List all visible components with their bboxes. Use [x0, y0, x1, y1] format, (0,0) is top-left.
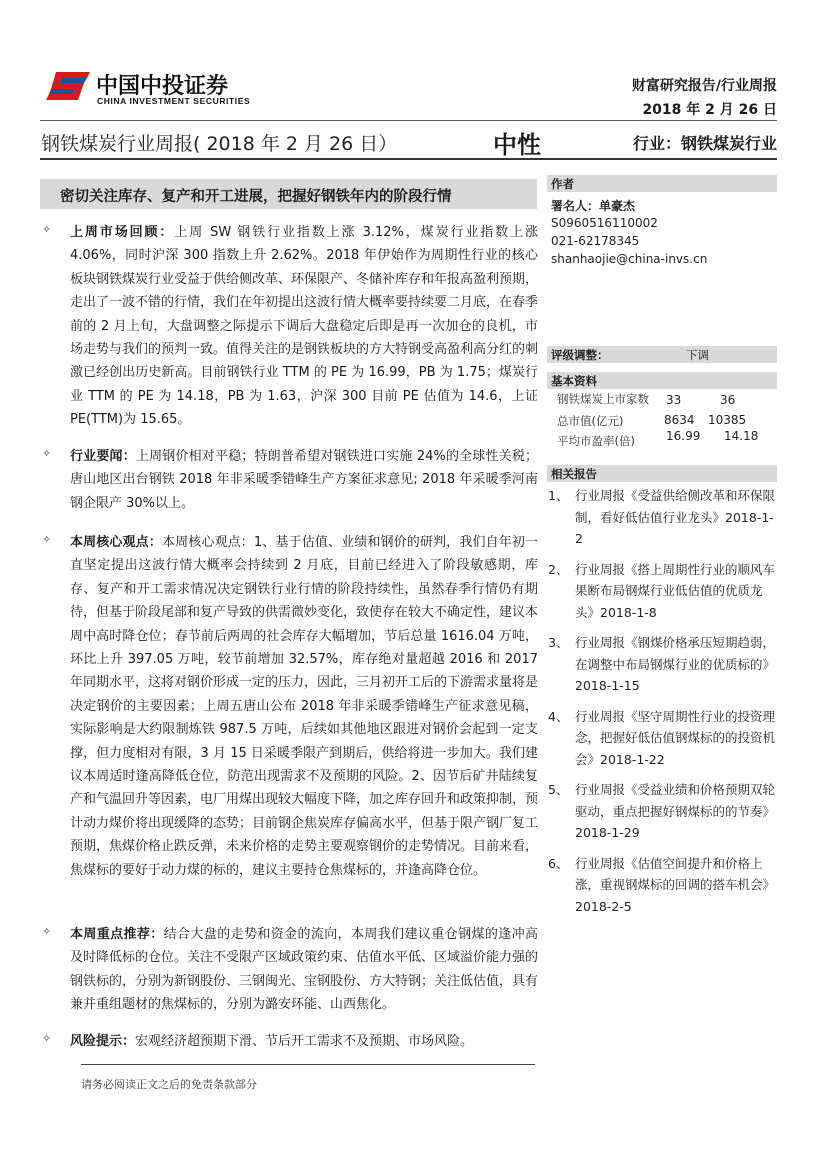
basic-row-value: 14.18: [724, 429, 759, 443]
related-report-item[interactable]: [548, 632, 778, 697]
disclaimer-note: 请务必阅读正文之后的免责条款部分: [81, 1078, 257, 1091]
rating-badge: 中性: [493, 131, 541, 159]
basic-row-label: 平均市盈率(倍): [557, 434, 635, 448]
section-industry-news: [42, 445, 538, 515]
report-subtitle: 密切关注库存、复产和开工进展，把握好钢铁年内的阶段行情: [60, 189, 452, 205]
basic-row-value: 33: [666, 393, 682, 407]
related-report-item[interactable]: [548, 485, 778, 550]
diamond-bullet-icon: ✧: [42, 447, 52, 460]
industry-label: 行业：钢铁煤炭行业: [632, 134, 777, 153]
footer-rule: [81, 1064, 535, 1065]
basic-row-value: 8634: [664, 413, 695, 427]
report-title: 行业周报《受益业绩和价格预期双轮驱动，重点把握好钢煤标的的节奏》: [575, 782, 776, 819]
report-date: 2018-2-5: [575, 898, 632, 914]
related-report-item[interactable]: [548, 559, 778, 624]
header-rule: [40, 120, 777, 121]
report-title: 行业周报《钢煤价格承压短期趋弱，在调整中布局钢煤行业的优质标的》: [575, 635, 776, 672]
analyst-phone: 021-62178345: [551, 234, 640, 248]
report-date: 2018-1-29: [575, 825, 640, 840]
report-date: 2018 年 2 月 26 日: [642, 102, 777, 118]
analyst-email[interactable]: shanhaojie@china-invs.cn: [551, 252, 708, 266]
section-risk: [42, 1030, 538, 1053]
section-text: 本周核心观点：1、基于估值、业绩和钢价的研判，我们自年初一直坚定提出这波行情大概率会持续到 2 月底，目前已经进入了阶段敏感期，库存、复产和开工需求情况决定钢铁行业行情的阶段持续性，虽然春季行情仍有期待，但基于阶段尾部和复产导致的供需微妙变化，致使存在较大不确定性，建议本周中高时降仓位；春节前后两周的社会库存大幅增加，节后总量 1616.04 万吨，环比上升 397.05 万吨，较节前增加 32.57%，库存绝对量超越 2016 和 2017 年同期水平，这将对钢价形成一定的压力，因此，三月初开工后的下游需求量将是决定钢价的主要因素；上周五唐山公布 2018 年非采暖季错峰生产征求意见稿，实际影响是大约限制炼铁 987.5 万吨，后续如其他地区跟进对钢价会起到一定支撑，但力度相对有限，3 月 15 日采暖季限产到期后，供给将进一步加大。我们建议本周适时逢高降低仓位，防范出现需求不及预期的风险。2、因节后矿井陆续复产和气温回升等因素，电厂用煤出现较大幅度下降，加之库存回升和政策抑制，预计动力煤价将出现缓降的态势；目前钢企焦炭库存偏高水平，但基于限产钢厂复工预期，焦煤价格止跌反弹，未来价格的走势主要观察钢价的走势情况。目前来看，焦煤标的要好于动力煤的标的，建议主要持仓焦煤标的，并逢高降仓位。: [70, 535, 539, 878]
report-number: 2、: [548, 561, 569, 577]
diamond-bullet-icon: ✧: [42, 533, 52, 546]
related-report-item[interactable]: [548, 779, 778, 844]
basic-row-value: 16.99: [666, 429, 701, 443]
section-market-review: [42, 221, 538, 432]
section-text: 上周钢价相对平稳；特朗普希望对钢铁进口实施 24%的全球性关税；唐山地区出台钢铁 2018 年非采暖季错峰生产方案征求意见; 2018 年采暖季河南钢企限产 30%以上。: [70, 449, 538, 511]
report-number: 5、: [548, 782, 569, 797]
report-title: 行业周报《估值空间提升和价格上涨，重视钢煤标的回调的搭车机会》: [575, 855, 776, 892]
report-date: 2018-1-15: [575, 678, 640, 693]
report-number: 1、: [548, 488, 569, 503]
basic-info-heading: 基本资料: [551, 374, 597, 388]
section-label: 行业要闻：: [70, 449, 136, 464]
section-label: 风险提示：: [70, 1034, 136, 1049]
section-core-view: [42, 531, 538, 882]
section-label: 上周市场回顾：: [70, 225, 175, 240]
diamond-bullet-icon: ✧: [42, 925, 52, 938]
report-type: 财富研究报告/行业周报: [631, 78, 777, 94]
report-title: 行业周报《搭上周期性行业的顺风车果断布局钢煤行业低估值的优质龙头》2018-1-8: [575, 561, 776, 620]
report-title: 钢铁煤炭行业周报( 2018 年 2 月 26 日）: [41, 133, 398, 155]
basic-row-label: 总市值(亿元): [557, 414, 624, 428]
rating-adj-value: 下调: [686, 348, 709, 362]
rating-adj-label: 评级调整：: [551, 348, 609, 362]
section-label: 本周核心观点：: [70, 535, 162, 550]
related-report-item[interactable]: [548, 853, 778, 918]
report-number: 6、: [548, 855, 569, 871]
basic-row-value: 10385: [708, 413, 747, 427]
basic-row-label: 钢铁煤炭上市家数: [557, 392, 649, 406]
company-logo-icon: [46, 70, 90, 102]
title-rule: [40, 158, 777, 160]
report-number: 4、: [548, 708, 569, 724]
basic-row-value: 36: [720, 393, 736, 407]
related-report-item[interactable]: [548, 706, 778, 771]
author-band: [547, 175, 777, 192]
report-title: 行业周报《坚守周期性行业的投资理念，把握好低估值钢煤标的的投资机会》2018-1-22: [575, 708, 776, 767]
related-heading: 相关报告: [551, 467, 597, 481]
section-text: 结合大盘的走势和资金的流向，本周我们建议重仓钢煤的逢冲高及时降低标的仓位。关注不受限产区域政策约束、估值水平低、区域溢价能力强的钢铁标的，分别为新钢股份、三钢闽光、宝钢股份、方大特钢；关注低估值，具有兼并重组题材的焦煤标的，分别为潞安环能、山西焦化。: [70, 927, 539, 1013]
analyst-name: 署名人：单豪杰: [551, 199, 636, 213]
company-name-cn: 中国中投证券: [96, 74, 229, 99]
section-recommendation: [42, 923, 538, 1017]
analyst-cert: S0960516110002: [551, 216, 658, 230]
company-name-en: CHINA INVESTMENT SECURITIES: [97, 96, 251, 106]
report-title: 行业周报《受益供给侧改革和环保限制，看好低估值行业龙头》2018-1-2: [575, 488, 776, 546]
section-label: 本周重点推荐：: [70, 927, 164, 942]
author-heading: 作者: [551, 177, 574, 191]
diamond-bullet-icon: ✧: [42, 223, 52, 236]
related-report-list: [548, 485, 778, 926]
report-number: 3、: [548, 635, 569, 650]
section-text: 上周 SW 钢铁行业指数上涨 3.12%，煤炭行业指数上涨 4.06%，同时沪深 300 指数上升 2.62%。2018 年伊始作为周期性行业的核心板块钢铁煤炭行业受益于供给侧改革、环保限产、冬储补库存和年报高盈利预期，走出了一波不错的行情，我们在年初提出这波行情大概率要持续要二月底，在春季前的 2 月上旬，大盘调整之际提示下调后大盘稳定后即是再一次加仓的良机，市场走势与我们的预判一致。值得关注的是钢铁板块的方大特钢受高盈利高分红的刺激已经创出历史新高。目前钢铁行业 TTM 的 PE 为 16.99，PB 为 1.75；煤炭行业 TTM 的 PE 为 14.18，PB 为 1.63，沪深 300 目前 PE 估值为 14.6，上证 PE(TTM)为 15.65。: [70, 225, 539, 428]
section-text: 宏观经济超预期下滑、节后开工需求不及预期、市场风险。: [135, 1034, 474, 1049]
diamond-bullet-icon: ✧: [42, 1032, 52, 1045]
